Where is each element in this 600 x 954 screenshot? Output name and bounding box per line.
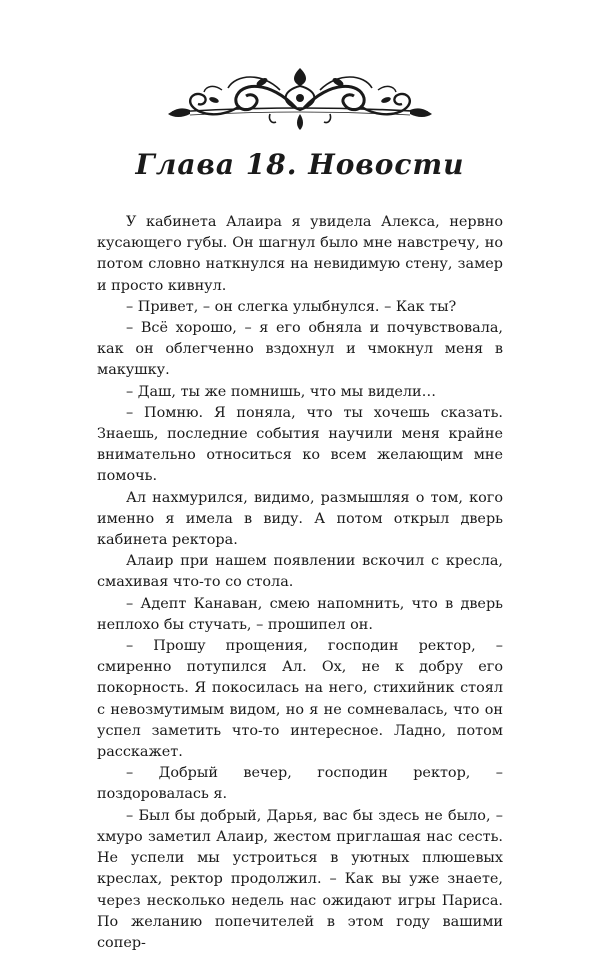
paragraph: Алаир при нашем появлении вскочил с кресла, смахивая что-то со стола. [97, 553, 503, 591]
paragraph: – Привет, – он слегка улыбнулся. – Как ты? [126, 298, 457, 315]
paragraph: – Даш, ты же помнишь, что мы видели… [126, 383, 437, 400]
chapter-title: Глава 18. Новости [135, 148, 465, 181]
paragraph: У кабинета Алаира я увидела Алекса, нервно кусающего губы. Он шагнул было мне навстречу, но потом словно наткнулся на невидимую стену, замер и просто кивнул. [97, 214, 503, 294]
paragraph: – Был бы добрый, Дарья, вас бы здесь не было, – хмуро заметил Алаир, жестом приглашая нас сесть. Не успели мы устроиться в уютных плюшевых креслах, ректор продолжил. – Как вы уже знаете, через несколько недель нас ожидают игры Париса. По желанию попечителей в этом году вашими сопер- [97, 807, 503, 951]
paragraph: – Помню. Я поняла, что ты хочешь сказать. Знаешь, последние события научили меня крайне внимательно относиться ко всем желающим мне помочь. [97, 404, 503, 485]
paragraph: – Прошу прощения, господин ректор, – смиренно потупился Ал. Ох, не к добру его покорность. Я покосилась на него, стихийник стоял с невозмутимым видом, но я не сомневалась, что он успел заметить что-то интересное. Ладно, потом расскажет. [97, 638, 503, 761]
chapter-body [97, 212, 503, 954]
decorative-vignette-ornament [0, 60, 600, 140]
paragraph: – Всё хорошо, – я его обняла и почувствовала, как он облегченно вздохнул и чмокнул меня в макушку. [97, 320, 503, 379]
paragraph: Ал нахмурился, видимо, размышляя о том, кого именно я имела в виду. А потом открыл дверь кабинета ректора. [97, 489, 503, 549]
paragraph: – Добрый вечер, господин ректор, – поздоровалась я. [97, 765, 503, 803]
paragraph: – Адепт Канаван, смею напомнить, что в дверь неплохо бы стучать, – прошипел он. [97, 595, 503, 633]
